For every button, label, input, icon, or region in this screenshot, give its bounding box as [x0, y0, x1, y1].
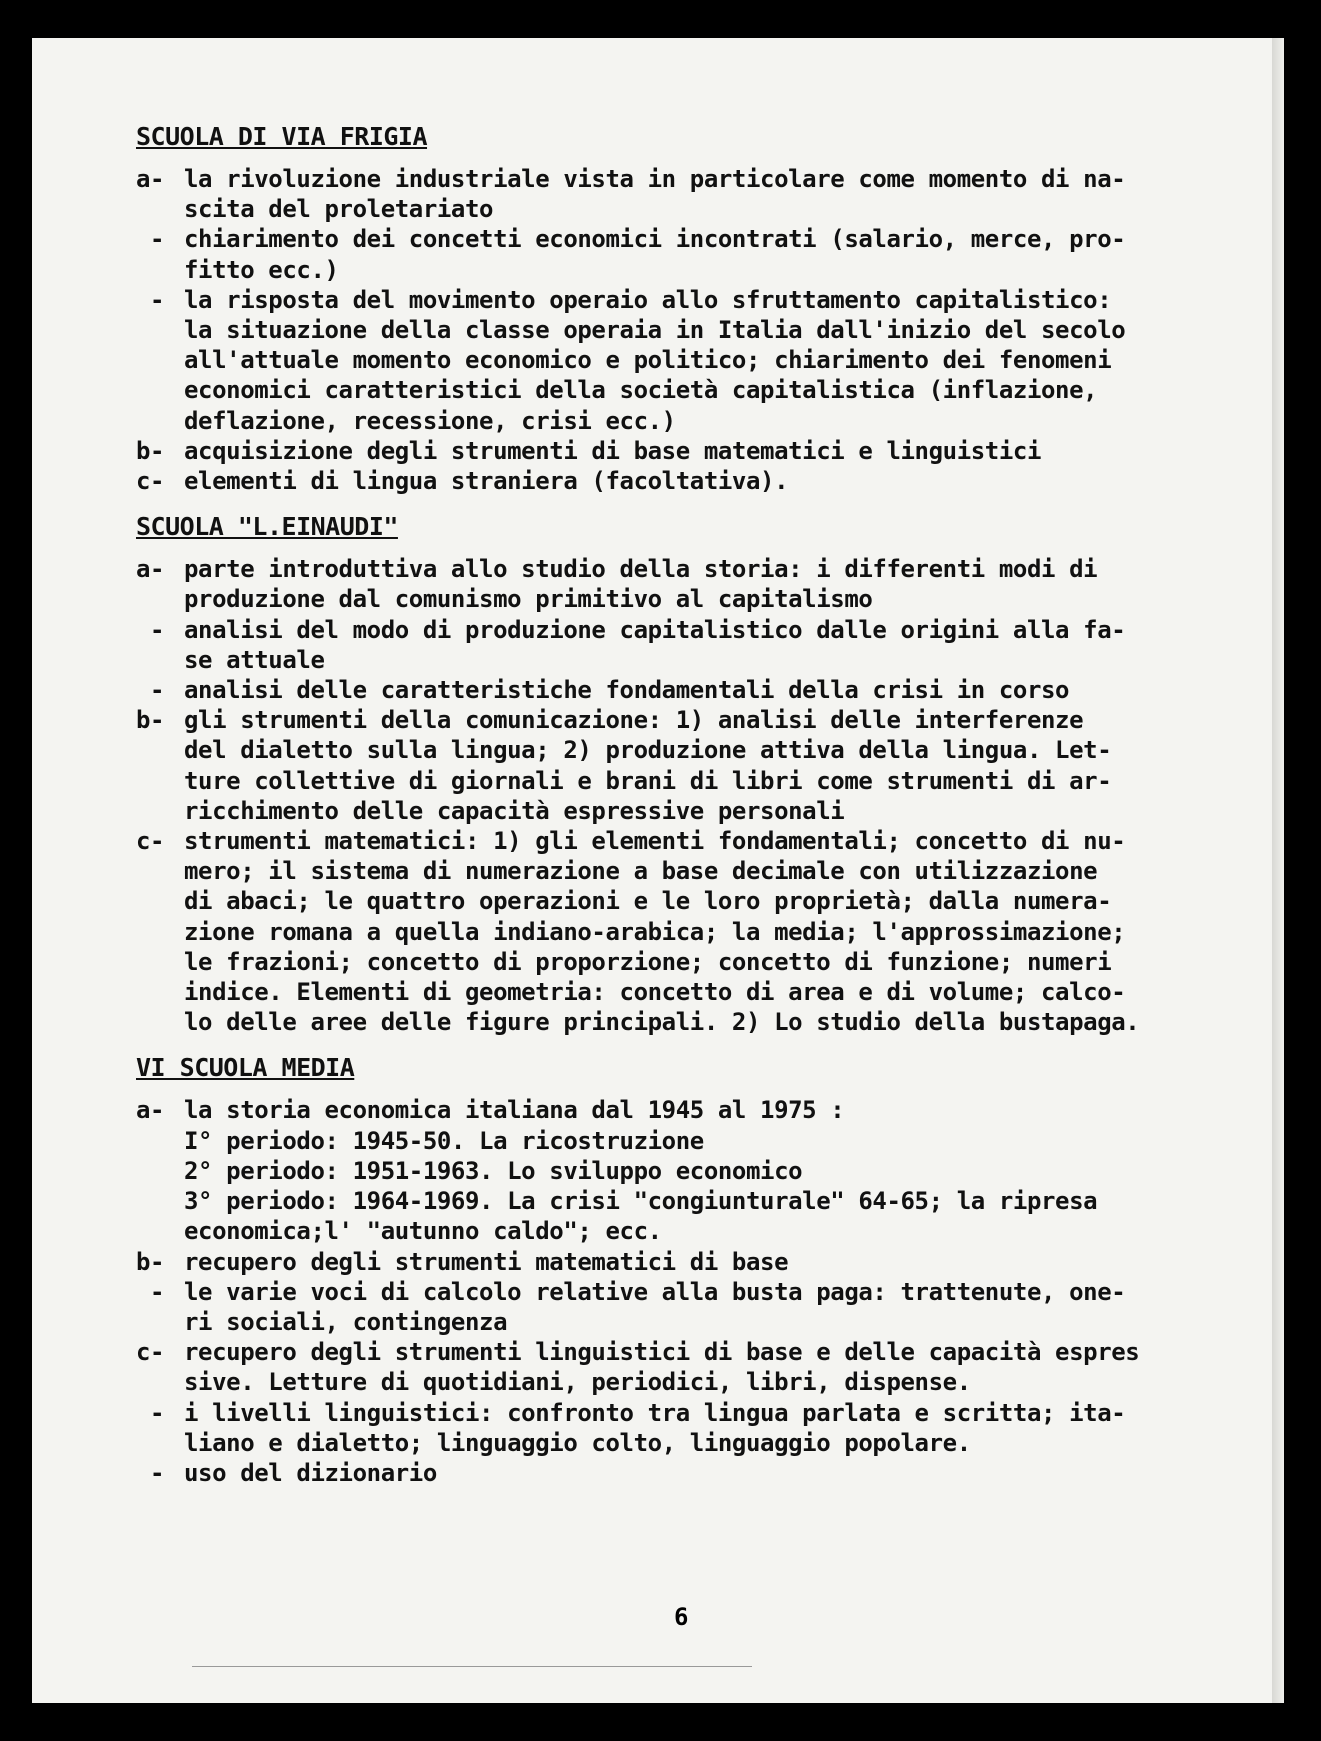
line-text: I° periodo: 1945-50. La ricostruzione [184, 1126, 704, 1155]
line-text: di abaci; le quattro operazioni e le loro proprietà; dalla numera- [184, 887, 1112, 916]
document-page [32, 38, 1284, 1703]
line-marker [136, 1007, 184, 1037]
line-text: le frazioni; concetto di proporzione; concetto di funzione; numeri [184, 947, 1112, 976]
line-text: chiarimento dei concetti economici incontrati (salario, merce, pro- [184, 225, 1126, 254]
line-marker [136, 1307, 184, 1337]
line-marker: b- [136, 436, 165, 465]
line-text: ture collettive di giornali e brani di libri come strumenti di ar- [184, 766, 1112, 795]
line-text: deflazione, recessione, crisi ecc.) [184, 406, 676, 435]
line-text: scita del proletariato [184, 195, 494, 224]
line-text: acquisizione degli strumenti di base matematici e linguistici [184, 436, 1042, 465]
text-line [136, 194, 1256, 224]
text-line [136, 1428, 1256, 1458]
text-line [136, 406, 1256, 436]
line-text: economici caratteristici della società capitalistica (inflazione, [184, 376, 1098, 405]
line-marker: a- [136, 1096, 165, 1125]
line-text: analisi delle caratteristiche fondamentali della crisi in corso [184, 676, 1070, 705]
line-marker [136, 796, 184, 826]
line-text: 2° periodo: 1951-1963. Lo sviluppo economico [184, 1156, 803, 1185]
text-line [136, 856, 1256, 886]
text-line [136, 584, 1256, 614]
line-text: la rivoluzione industriale vista in particolare come momento di na- [184, 165, 1126, 193]
section-heading: SCUOLA DI VIA FRIGIA [136, 122, 428, 151]
line-text: gli strumenti della comunicazione: 1) analisi delle interferenze [184, 706, 1084, 735]
text-line [136, 735, 1256, 765]
text-line [136, 1007, 1256, 1037]
line-marker: b- [136, 1247, 165, 1276]
text-line [136, 255, 1256, 285]
line-text: elementi di lingua straniera (facoltativa). [184, 467, 789, 496]
text-line [136, 466, 1256, 496]
line-marker [136, 1216, 184, 1246]
line-marker [136, 1156, 184, 1186]
section-vi-scuola-media [136, 1053, 1256, 1488]
line-marker [136, 345, 184, 375]
line-marker: b- [136, 706, 165, 735]
section-via-frigia [136, 122, 1256, 496]
text-line [136, 796, 1256, 826]
line-text: mero; il sistema di numerazione a base decimale con utilizzazione [184, 857, 1098, 886]
line-marker [136, 375, 184, 405]
line-text: strumenti matematici: 1) gli elementi fondamentali; concetto di nu- [184, 827, 1126, 856]
line-text: ri sociali, contingenza [184, 1307, 508, 1336]
line-text: recupero degli strumenti matematici di base [184, 1247, 789, 1276]
line-marker [136, 1126, 184, 1156]
text-line [136, 705, 1256, 735]
text-line [136, 675, 1256, 705]
line-marker [136, 406, 184, 436]
line-marker [136, 917, 184, 947]
line-marker [136, 584, 184, 614]
text-line [136, 947, 1256, 977]
line-marker: - [150, 1277, 165, 1306]
line-marker: c- [136, 467, 165, 496]
text-line [136, 375, 1256, 405]
page-number: 6 [674, 1603, 689, 1631]
line-text: uso del dizionario [184, 1458, 437, 1487]
line-text: analisi del modo di produzione capitalistico dalle origini alla fa- [184, 615, 1126, 644]
text-line [136, 1156, 1256, 1186]
text-line [136, 285, 1256, 315]
line-text: all'attuale momento economico e politico; chiarimento dei fenomeni [184, 346, 1112, 375]
line-marker [136, 1186, 184, 1216]
text-line [136, 315, 1256, 345]
line-text: sive. Letture di quotidiani, periodici, libri, dispense. [184, 1368, 971, 1397]
text-line [136, 1277, 1256, 1307]
line-marker [136, 977, 184, 1007]
text-line [136, 1307, 1256, 1337]
text-line [136, 1126, 1256, 1156]
page-edge [1272, 38, 1284, 1703]
line-marker: - [150, 285, 165, 314]
line-text: le varie voci di calcolo relative alla busta paga: trattenute, one- [184, 1277, 1126, 1306]
text-line [136, 917, 1256, 947]
line-marker: - [150, 676, 165, 705]
text-line [136, 886, 1256, 916]
text-line [136, 1186, 1256, 1216]
line-marker: c- [136, 827, 165, 856]
line-marker: a- [136, 165, 165, 193]
line-marker [136, 856, 184, 886]
text-line [136, 164, 1256, 194]
text-line [136, 1216, 1256, 1246]
line-text: fitto ecc.) [184, 255, 339, 284]
text-line [136, 1247, 1256, 1277]
text-line [136, 766, 1256, 796]
line-text: economica;l' "autunno caldo"; ecc. [184, 1217, 662, 1246]
text-line [136, 345, 1256, 375]
line-text: indice. Elementi di geometria: concetto di area e di volume; calco- [184, 978, 1126, 1007]
footer-rule [192, 1666, 752, 1667]
text-line [136, 436, 1256, 466]
line-marker [136, 947, 184, 977]
line-marker [136, 645, 184, 675]
document-body [136, 122, 1256, 1504]
text-line [136, 826, 1256, 856]
line-marker: a- [136, 555, 165, 584]
line-text: parte introduttiva allo studio della storia: i differenti modi di [184, 555, 1098, 584]
line-text: liano e dialetto; linguaggio colto, linguaggio popolare. [184, 1428, 971, 1457]
line-text: zione romana a quella indiano-arabica; la media; l'approssimazione; [184, 917, 1126, 946]
section-heading: VI SCUOLA MEDIA [136, 1053, 355, 1083]
line-text: la risposta del movimento operaio allo sfruttamento capitalistico: [184, 285, 1112, 314]
line-marker [136, 886, 184, 916]
line-text: ricchimento delle capacità espressive personali [184, 796, 845, 825]
section-einaudi [136, 512, 1256, 1037]
text-line [136, 645, 1256, 675]
section-lines [136, 554, 1256, 1037]
line-text: lo delle aree delle figure principali. 2) Lo studio della bustapaga. [184, 1008, 1140, 1037]
text-line [136, 1458, 1256, 1488]
line-marker [136, 735, 184, 765]
line-marker [136, 255, 184, 285]
line-text: la storia economica italiana dal 1945 al 1975 : [184, 1096, 845, 1125]
line-marker: - [150, 1398, 165, 1427]
text-line [136, 224, 1256, 254]
section-lines [136, 164, 1256, 496]
line-marker: - [150, 1458, 165, 1487]
line-text: se attuale [184, 645, 325, 674]
line-marker: - [150, 225, 165, 254]
text-line [136, 1398, 1256, 1428]
line-text: produzione dal comunismo primitivo al capitalismo [184, 585, 873, 614]
line-text: recupero degli strumenti linguistici di base e delle capacità espres [184, 1338, 1140, 1367]
text-line [136, 977, 1256, 1007]
line-marker [136, 766, 184, 796]
line-marker [136, 315, 184, 345]
text-line [136, 1095, 1256, 1125]
line-marker: - [150, 615, 165, 644]
text-line [136, 1337, 1256, 1367]
text-line [136, 615, 1256, 645]
line-marker [136, 194, 184, 224]
line-text: del dialetto sulla lingua; 2) produzione attiva della lingua. Let- [184, 736, 1112, 765]
text-line [136, 1367, 1256, 1397]
line-text: la situazione della classe operaia in Italia dall'inizio del secolo [184, 316, 1126, 345]
line-marker [136, 1367, 184, 1397]
line-marker: c- [136, 1338, 165, 1367]
line-text: 3° periodo: 1964-1969. La crisi "congiunturale" 64-65; la ripresa [184, 1187, 1098, 1216]
section-lines [136, 1095, 1256, 1488]
section-heading: SCUOLA "L.EINAUDI" [136, 512, 398, 542]
line-marker [136, 1428, 184, 1458]
text-line [136, 554, 1256, 584]
line-text: i livelli linguistici: confronto tra lingua parlata e scritta; ita- [184, 1398, 1126, 1427]
